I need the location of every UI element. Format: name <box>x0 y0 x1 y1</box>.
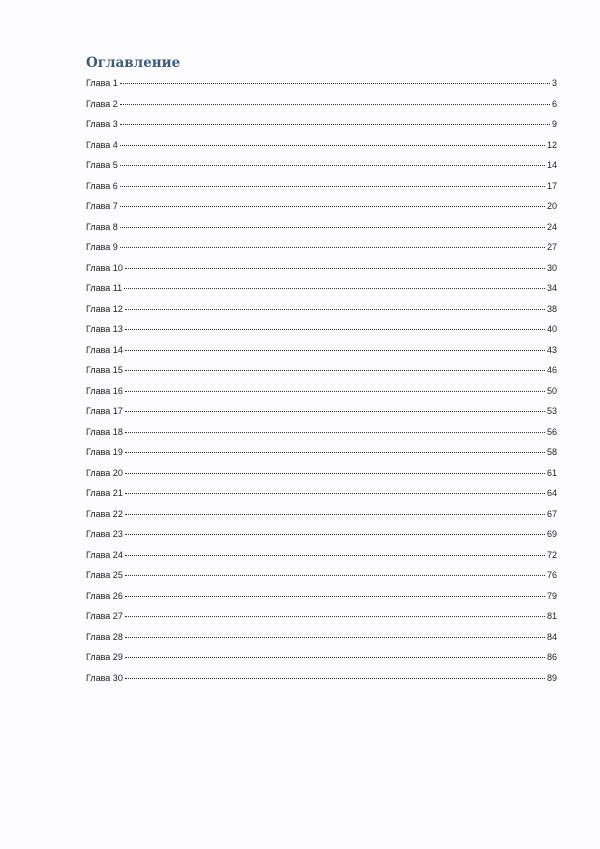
toc-entry-label: Глава 25 <box>86 570 123 580</box>
toc-entry-page-number: 43 <box>546 344 557 355</box>
dot-leader <box>120 124 550 125</box>
toc-entry[interactable] <box>86 668 557 689</box>
toc-entry[interactable] <box>86 524 557 545</box>
toc-entry[interactable] <box>86 565 557 586</box>
toc-entry-label: Глава 20 <box>86 467 123 478</box>
toc-entry[interactable] <box>86 217 557 238</box>
toc-entry[interactable] <box>86 299 557 320</box>
dot-leader <box>125 268 545 269</box>
toc-entry-page-number: 58 <box>546 447 557 457</box>
toc-entry-label: Глава 14 <box>86 344 123 355</box>
toc-entry-label: Глава 23 <box>86 529 123 539</box>
toc-entry[interactable] <box>86 360 557 381</box>
dot-leader <box>125 534 545 535</box>
dot-leader <box>125 432 545 433</box>
toc-entry-page-number: 9 <box>551 119 557 129</box>
dot-leader <box>125 616 545 617</box>
toc-entry-label: Глава 8 <box>86 221 118 232</box>
toc-entry-label: Глава 1 <box>86 78 118 88</box>
dot-leader <box>120 145 545 146</box>
toc-entry[interactable] <box>86 483 557 504</box>
toc-entry-label: Глава 18 <box>86 426 123 437</box>
toc-entry-page-number: 76 <box>546 570 557 580</box>
toc-entry-label: Глава 16 <box>86 385 123 396</box>
toc-entry[interactable] <box>86 73 557 94</box>
dot-leader <box>120 83 550 84</box>
dot-leader <box>125 473 545 474</box>
toc-entry-label: Глава 24 <box>86 549 123 560</box>
toc-title: Оглавление <box>86 55 181 71</box>
dot-leader <box>125 309 545 310</box>
dot-leader <box>125 657 545 658</box>
toc-entry-label: Глава 11 <box>86 283 123 293</box>
toc-entry-label: Глава 30 <box>86 672 123 683</box>
toc-entry[interactable] <box>86 196 557 217</box>
toc-entry[interactable] <box>86 278 557 299</box>
toc-entry-page-number: 67 <box>546 508 557 519</box>
toc-entry-label: Глава 2 <box>86 98 118 109</box>
toc-entry[interactable] <box>86 155 557 176</box>
toc-entry[interactable] <box>86 340 557 361</box>
toc-entry-label: Глава 9 <box>86 242 118 252</box>
toc-entry[interactable] <box>86 94 557 115</box>
toc-entry[interactable] <box>86 176 557 197</box>
toc-entry-label: Глава 28 <box>86 631 123 642</box>
toc-entry[interactable] <box>86 504 557 525</box>
toc-entry-page-number: 17 <box>546 180 557 191</box>
toc-entry[interactable] <box>86 545 557 566</box>
toc-entry-page-number: 84 <box>546 631 557 642</box>
toc-entry-page-number: 38 <box>546 303 557 314</box>
toc-entry[interactable] <box>86 627 557 648</box>
toc-entry-label: Глава 6 <box>86 180 118 191</box>
toc-entry-page-number: 14 <box>546 160 557 170</box>
toc-entry-page-number: 50 <box>546 385 557 396</box>
toc-entry-page-number: 46 <box>546 365 557 375</box>
toc-entry-page-number: 86 <box>546 652 557 662</box>
toc-entry[interactable] <box>86 135 557 156</box>
toc-entry-label: Глава 5 <box>86 160 118 170</box>
toc-entry-page-number: 6 <box>551 98 557 109</box>
toc-entry-page-number: 3 <box>551 78 557 88</box>
dot-leader <box>125 555 545 556</box>
toc-entry-page-number: 89 <box>546 672 557 683</box>
toc-entry[interactable] <box>86 422 557 443</box>
toc-entry[interactable] <box>86 319 557 340</box>
toc-entry-page-number: 27 <box>546 242 557 252</box>
dot-leader <box>125 493 545 494</box>
toc-entry[interactable] <box>86 401 557 422</box>
toc-entry-page-number: 24 <box>546 221 557 232</box>
dot-leader <box>120 227 545 228</box>
dot-leader <box>125 575 545 576</box>
toc-entry-page-number: 81 <box>546 611 557 621</box>
dot-leader <box>125 329 545 330</box>
toc-entry-label: Глава 13 <box>86 324 123 334</box>
toc-entry-label: Глава 10 <box>86 262 123 273</box>
table-of-contents <box>86 73 557 688</box>
dot-leader <box>124 288 545 289</box>
toc-entry-label: Глава 27 <box>86 611 123 621</box>
toc-entry-page-number: 64 <box>546 488 557 498</box>
dot-leader <box>125 350 545 351</box>
toc-entry-page-number: 69 <box>546 529 557 539</box>
toc-entry-label: Глава 22 <box>86 508 123 519</box>
toc-entry-label: Глава 21 <box>86 488 123 498</box>
toc-entry[interactable] <box>86 647 557 668</box>
toc-entry-label: Глава 3 <box>86 119 118 129</box>
toc-entry[interactable] <box>86 442 557 463</box>
toc-entry-label: Глава 17 <box>86 406 123 416</box>
toc-entry-page-number: 20 <box>546 201 557 211</box>
dot-leader <box>125 452 545 453</box>
dot-leader <box>125 637 545 638</box>
toc-entry-page-number: 56 <box>546 426 557 437</box>
dot-leader <box>125 596 545 597</box>
dot-leader <box>120 186 545 187</box>
toc-entry[interactable] <box>86 237 557 258</box>
dot-leader <box>125 411 545 412</box>
dot-leader <box>120 247 545 248</box>
toc-entry[interactable] <box>86 381 557 402</box>
toc-entry-page-number: 61 <box>546 467 557 478</box>
toc-entry-page-number: 30 <box>546 262 557 273</box>
toc-entry-label: Глава 19 <box>86 447 123 457</box>
toc-entry-label: Глава 7 <box>86 201 118 211</box>
toc-entry-label: Глава 4 <box>86 139 118 150</box>
toc-entry-label: Глава 26 <box>86 590 123 601</box>
toc-entry-label: Глава 15 <box>86 365 123 375</box>
toc-entry-label: Глава 12 <box>86 303 123 314</box>
toc-entry[interactable] <box>86 258 557 279</box>
toc-entry-page-number: 40 <box>546 324 557 334</box>
dot-leader <box>125 678 545 679</box>
toc-entry-page-number: 53 <box>546 406 557 416</box>
toc-entry-label: Глава 29 <box>86 652 123 662</box>
toc-entry-page-number: 79 <box>546 590 557 601</box>
dot-leader <box>120 104 550 105</box>
toc-entry[interactable] <box>86 586 557 607</box>
toc-entry-page-number: 12 <box>546 139 557 150</box>
dot-leader <box>125 391 545 392</box>
toc-entry-page-number: 72 <box>546 549 557 560</box>
dot-leader <box>120 206 545 207</box>
dot-leader <box>125 514 545 515</box>
toc-entry[interactable] <box>86 463 557 484</box>
toc-entry[interactable] <box>86 606 557 627</box>
toc-entry-page-number: 34 <box>546 283 557 293</box>
toc-entry[interactable] <box>86 114 557 135</box>
dot-leader <box>120 165 545 166</box>
dot-leader <box>125 370 545 371</box>
